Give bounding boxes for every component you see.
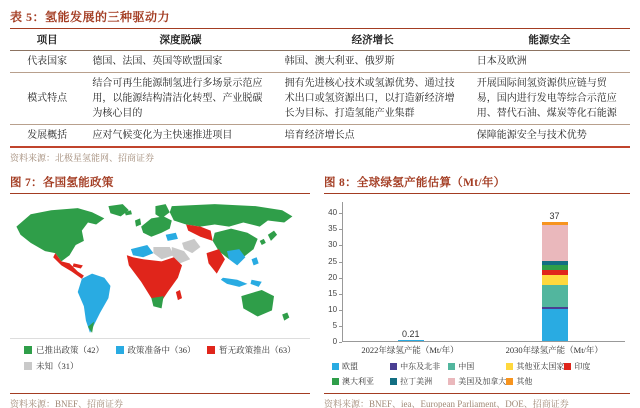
table-cell: 德国、法国、英国等欧盟国家 [92,56,223,67]
legend-item [448,376,506,387]
row-label: 发展概括 [27,130,68,141]
legend-item [564,361,622,372]
bar-segment [542,309,568,341]
table5-source: 资料来源：北极星氢能网、招商证券 [10,153,155,163]
legend-swatch [116,346,124,354]
legend-label: 拉丁美洲 [400,377,433,386]
legend-label: 未知（31） [36,361,79,371]
table-cell: 拥有先进核心技术或氢源优势、通过技术出口或氢资源出口，以打造新经济增长为目标、打造氢能产业集群 [284,78,455,119]
table-cell: 培育经济增长点 [284,130,355,141]
legend-swatch [332,363,339,370]
legend-label: 中国 [458,362,475,371]
legend-label: 澳大利亚 [342,377,375,386]
y-tick-label: 35 [328,224,337,233]
bar-segment [542,275,568,285]
legend-label: 欧盟 [342,362,359,371]
row-label: 代表国家 [27,56,68,67]
legend-swatch [506,363,513,370]
table-cell: 应对气候变化为主快速推进项目 [92,130,233,141]
figure8-source: 资料来源：BNEF、iea、European Parliament、DOE、招商证券 [324,393,630,408]
legend-label: 暂无政策推出（63） [219,345,296,355]
legend-item [332,376,390,387]
bar-stack [542,222,568,341]
bar-segment [398,340,424,341]
bar-stack [398,340,424,341]
legend-swatch [390,363,397,370]
world-map [10,200,310,339]
y-tick-label: 20 [328,273,337,282]
y-axis [324,202,342,346]
drivers-table [10,29,630,148]
y-tick-label: 30 [328,240,337,249]
x-label-2030: 2030年绿氢产能（Mt/年） [505,345,603,355]
legend-item [116,344,208,356]
y-tick-label: 5 [333,321,337,330]
col-header-item: 项目 [10,29,84,51]
chart-legend [332,361,630,391]
bar-total-label: 37 [549,210,560,221]
figure7-panel [10,174,310,408]
y-tick-label: 10 [328,305,337,314]
legend-swatch [24,346,32,354]
x-label-2022: 2022年绿氢产能（Mt/年） [361,345,459,355]
legend-swatch [448,363,455,370]
legend-item [506,361,564,372]
legend-swatch [448,378,455,385]
table-row-mode [10,73,630,125]
legend-swatch [506,378,513,385]
col-header-energy-security: 能源安全 [469,29,630,51]
bar-chart [324,202,630,346]
legend-swatch [207,346,215,354]
table-row-summary [10,125,630,148]
y-tick-label: 40 [328,208,337,217]
world-map-svg [10,200,307,338]
table-cell: 保障能源安全与技术优势 [476,130,587,141]
legend-item [332,361,390,372]
table-cell: 韩国、澳大利亚、俄罗斯 [284,56,395,67]
figure7-title: 图 7：各国氢能政策 [10,174,310,194]
legend-item [448,361,506,372]
legend-swatch [390,378,397,385]
figure8-panel [324,174,630,408]
legend-swatch [332,378,339,385]
table5-section [10,7,630,164]
col-header-economic-growth: 经济增长 [277,29,469,51]
bar-segment [542,225,568,260]
legend-label: 美国及加拿大 [458,377,507,386]
legend-item [24,344,116,356]
bar-2030 [495,202,615,341]
bar-plot [342,202,625,342]
y-tick-label: 25 [328,257,337,266]
legend-label: 其他亚太国家 [516,362,565,371]
figure7-source: 资料来源：BNEF、招商证券 [10,393,310,408]
bar-segment [542,285,568,308]
y-tick-label: 15 [328,289,337,298]
table5-title: 表 5：氢能发展的三种驱动力 [10,10,171,24]
legend-item [506,376,564,387]
table-header-row [10,29,630,51]
x-axis-labels [342,342,625,355]
legend-swatch [564,363,571,370]
bar-2022 [351,202,471,341]
table-cell: 开展国际间氢资源供应链与贸易，国内进行发电等综合示范应用、替代石油、煤炭等化石能源 [476,78,617,119]
legend-label: 印度 [574,362,591,371]
legend-item [24,360,116,372]
legend-swatch [24,362,32,370]
legend-label: 中东及北非 [400,362,441,371]
legend-label: 政策准备中（36） [127,345,196,355]
legend-item [207,344,299,356]
figure8-title: 图 8：全球绿氢产能估算（Mt/年） [324,174,630,194]
col-header-deep-decarbonization: 深度脱碳 [84,29,276,51]
table-cell: 结合可再生能源制氢进行多场景示范应用，以能源结构清洁化转型、产业脱碳为核心目的 [92,78,263,119]
row-label: 模式特点 [27,93,68,104]
legend-item [390,376,448,387]
legend-label: 已推出政策（42） [36,345,105,355]
table-cell: 日本及欧洲 [476,56,527,67]
legend-item [390,361,448,372]
legend-label: 其他 [516,377,533,386]
table-row-countries [10,51,630,73]
map-legend [24,344,310,376]
y-tick-label: 0 [333,337,337,346]
bar-total-label: 0.21 [401,329,420,339]
